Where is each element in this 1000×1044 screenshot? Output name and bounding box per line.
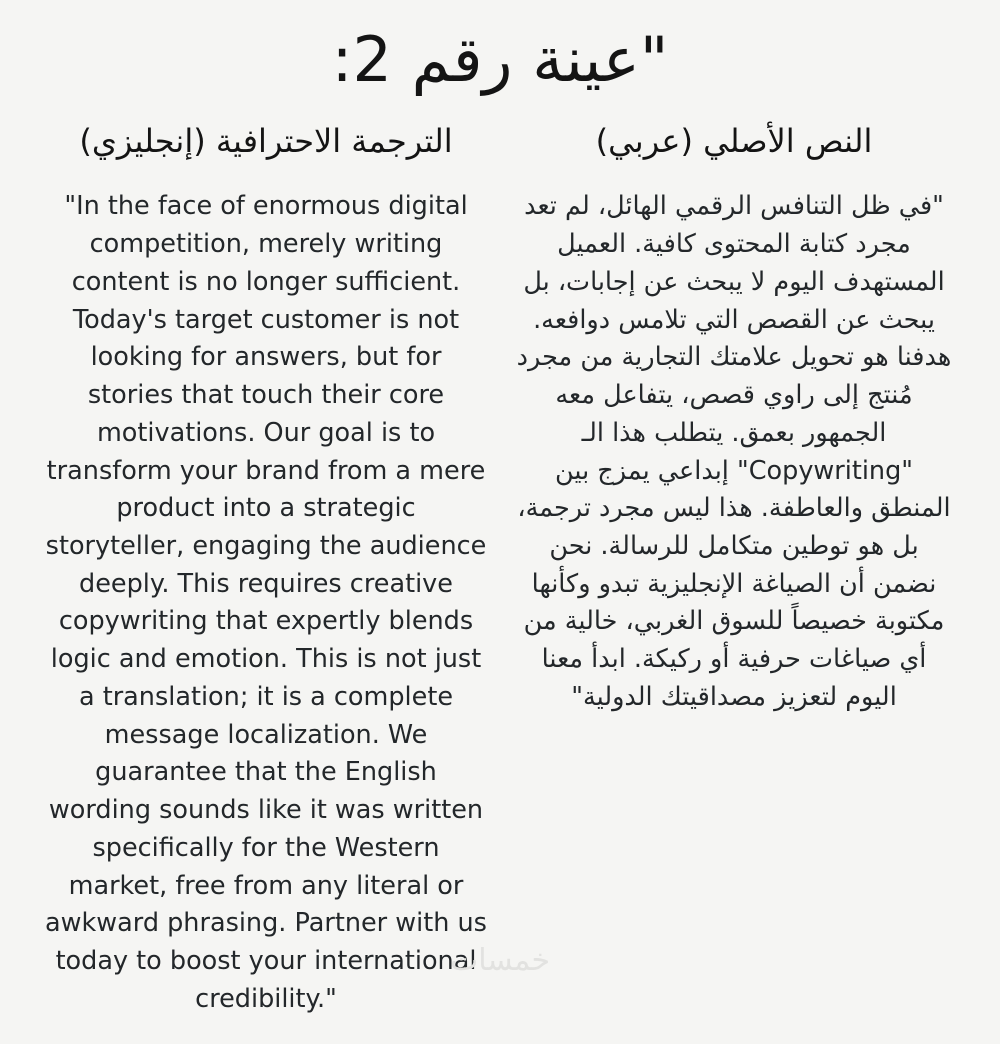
page-title: "عينة رقم 2: bbox=[331, 23, 669, 96]
two-column-layout bbox=[40, 121, 960, 1044]
arabic-body-text: "في ظل التنافس الرقمي الهائل، لم تعد مجرد كتابة المحتوى كافية. العميل المستهدف اليوم لا يبحث عن إجابات، بل يبحث عن القصص التي تلامس دوافعه. هدفنا هو تحويل علامتك التجارية من مجرد مُنتج إلى راوي قصص، يتفاعل معه الجمهور بعمق. يتطلب هذا الـ "Copywriting" إبداعي يمزج بين المنطق والعاطفة. هذا ليس مجرد ترجمة، بل هو توطين متكامل للرسالة. نحن نضمن أن الصياغة الإنجليزية تبدو وكأنها مكتوبة خصيصاً للسوق الغربي، خالية من أي صياغات حرفية أو ركيكة. ابدأ معنا اليوم لتعزيز مصداقيتك الدولية" bbox=[516, 191, 952, 712]
english-column bbox=[40, 121, 492, 1044]
arabic-column-heading: النص الأصلي (عربي) bbox=[595, 122, 873, 161]
english-body-text: "In the face of enormous digital competition, merely writing content is no longer sufficient. Today's target customer is not looking for answers, but for stories that touch their core motivations. Our goal is to transform your brand from a mere product into a strategic storyteller, engaging the audience deeply. This requires creative copywriting that expertly blends logic and emotion. This is not just a translation; it is a complete message localization. We guarantee that the English wording sounds like it was written specifically for the Western market, free from any literal or awkward phrasing. Partner with us today to boost your international credibility." bbox=[45, 191, 487, 1014]
english-column-heading: الترجمة الاحترافية (إنجليزي) bbox=[79, 122, 453, 161]
arabic-column bbox=[508, 121, 960, 742]
watermark-text: خمسات bbox=[449, 943, 551, 978]
